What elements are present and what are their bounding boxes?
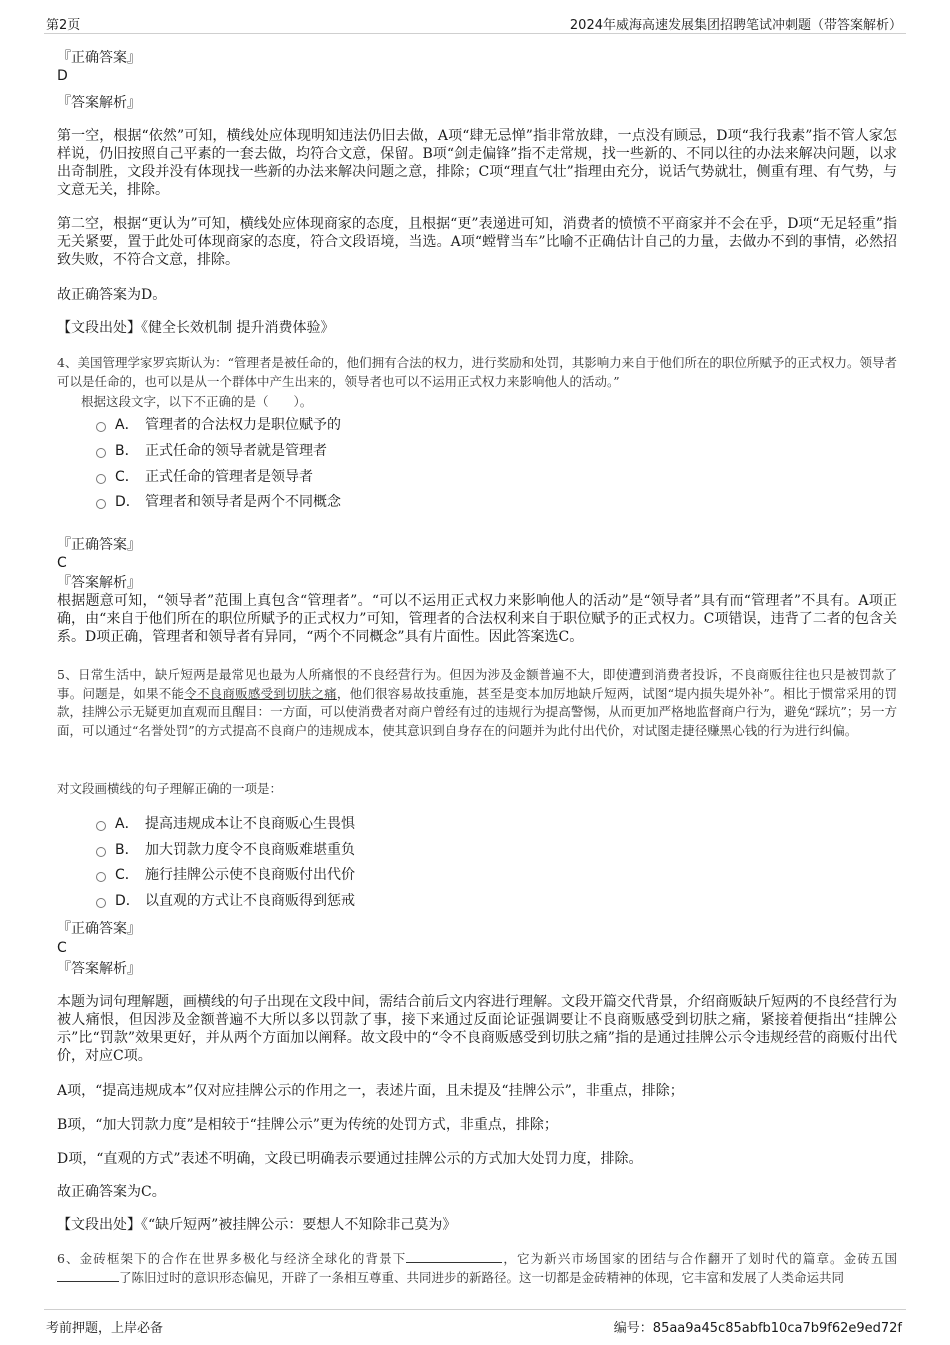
q5-analysis-a: A项，“提高违规成本”仅对应挂牌公示的作用之一，表述片面，且未提及“挂牌公示”，非重点，排除；	[57, 1083, 684, 1099]
q5-option-b[interactable]: B． 加大罚款力度令不良商贩难堪重负	[96, 841, 355, 859]
q5-conclusion: 故正确答案为C。	[57, 1184, 166, 1200]
q6-stem: 6、金砖框架下的合作在世界多极化与经济全球化的背景下 ，它为新兴市场国家的团结与合作翻开了划时代的篇章。金砖五国了陈旧过时的意识形态偏见，开辟了一条相互尊重、共同进步的新路径。这一切都是金砖精神的体现，它丰富和发展了人类命运共同	[57, 1251, 897, 1285]
q4-analysis-label: 『答案解析』	[57, 575, 141, 591]
q5-answer-label: 『正确答案』	[57, 921, 141, 937]
footer-slogan: 考前押题，上岸必备	[46, 1321, 164, 1336]
q6-blank-2	[57, 1269, 119, 1282]
radio-icon[interactable]	[96, 847, 106, 857]
header-divider	[44, 33, 906, 34]
page-header	[0, 0, 950, 34]
footer-divider	[44, 1309, 906, 1310]
page-footer	[0, 1305, 950, 1345]
page-number: 第2页	[46, 18, 81, 33]
q5-analysis-p1: 本题为词句理解题，画横线的句子出现在文段中间，需结合前后文内容进行理解。文段开篇交代背景，介绍商贩缺斤短两的不良经营行为被人痛恨，但因涉及金额普遍不大所以多以罚款了事，接下来通过反面论证强调要让不良商贩感受到切肤之痛，紧接着便指出“挂牌公示”比“罚款”效果更好，并从两个方面加以阐释。故文段中的“令不良商贩感受到切肤之痛”指的是通过挂牌公示令违规经营的商贩付出代价，对应C项。	[57, 994, 897, 1064]
q5-prompt: 对文段画横线的句子理解正确的一项是：	[57, 781, 283, 796]
q4-answer: C	[57, 555, 67, 571]
q3-source: 【文段出处】《健全长效机制 提升消费体验》	[57, 320, 335, 336]
q5-analysis-b: B项，“加大罚款力度”是相较于“挂牌公示”更为传统的处罚方式，非重点，排除；	[57, 1117, 558, 1133]
q5-option-c[interactable]: C． 施行挂牌公示使不良商贩付出代价	[96, 866, 355, 884]
q5-answer: C	[57, 940, 67, 956]
radio-icon[interactable]	[96, 448, 106, 458]
q5-stem: 5、日常生活中，缺斤短两是最常见也最为人所痛恨的不良经营行为。但因为涉及金额普遍不大，即使遭到消费者投诉，不良商贩往往也只是被罚款了事。问题是，如果不能令不良商贩感受到切肤之痛，他们很容易故技重施，甚至是变本加厉地缺斤短两，试图“堤内损失堤外补”。相比于惯常采用的罚款，挂牌公示无疑更加直观而且醒目：一方面，可以使消费者对商户曾经有过的违规行为提高警惕，从而更加严格地监督商户行为，避免“踩坑”；另一方面，可以通过“名誉处罚”的方式提高不良商户的违规成本，使其意识到自身存在的问题并为此付出代价，对试图走捷径赚黑心钱的行为进行纠偏。	[57, 667, 897, 738]
q3-analysis-label: 『答案解析』	[57, 95, 141, 111]
q5-underlined-sentence: 令不良商贩感受到切肤之痛	[184, 685, 337, 701]
q3-analysis-p1: 第一空，根据“依然”可知，横线处应体现明知违法仍旧去做，A项“肆无忌惮”指非常放肆，一点没有顾忌，D项“我行我素”指不管人家怎样说，仍旧按照自己平素的一套去做，均符合文意，保留。B项“剑走偏锋”指不走常规，找一些新的、不同以往的办法来解决问题，以求出奇制胜，文段并没有体现找一些新的办法来解决问题之意，排除；C项“理直气壮”指理由充分，说话气势就壮，侧重有理、有气势，与文意无关，排除。	[57, 128, 897, 198]
radio-icon[interactable]	[96, 872, 106, 882]
q4-option-c[interactable]: C． 正式任命的管理者是领导者	[96, 468, 313, 486]
q4-stem: 4、美国管理学家罗宾斯认为：“管理者是被任命的，他们拥有合法的权力，进行奖励和处罚，其影响力来自于他们所在的职位所赋予的正式权力。领导者可以是任命的，也可以是从一个群体中产生出来的，领导者也可以不运用正式权力来影响他人的活动。”	[57, 355, 897, 389]
radio-icon[interactable]	[96, 898, 106, 908]
radio-icon[interactable]	[96, 422, 106, 432]
q3-answer-label: 『正确答案』	[57, 50, 141, 66]
document-id: 编号：85aa9a45c85abfb10ca7b9f62e9ed72f	[613, 1321, 902, 1336]
q3-answer: D	[57, 68, 68, 84]
q4-option-d[interactable]: D． 管理者和领导者是两个不同概念	[96, 493, 341, 511]
radio-icon[interactable]	[96, 474, 106, 484]
q4-prompt: 根据这段文字，以下不正确的是（ ）。	[81, 394, 313, 409]
q4-option-b[interactable]: B． 正式任命的领导者就是管理者	[96, 442, 327, 460]
document-title: 2024年威海高速发展集团招聘笔试冲刺题（带答案解析）	[569, 18, 902, 33]
q5-source: 【文段出处】《“缺斤短两”被挂牌公示：要想人不知除非己莫为》	[57, 1217, 457, 1233]
q5-analysis-label: 『答案解析』	[57, 961, 141, 977]
q4-analysis: 根据题意可知，“领导者”范围上真包含“管理者”。“可以不运用正式权力来影响他人的活动”是“领导者”具有而“管理者”不具有。A项正确，由“来自于他们所在的职位所赋予的正式权力”可知，管理者的合法权利来自于职位赋予的正式权力。C项错误，违背了二者的包含关系。D项正确，管理者和领导者有异同，“两个不同概念”具有片面性。因此答案选C。	[57, 593, 897, 645]
q4-answer-label: 『正确答案』	[57, 537, 141, 553]
radio-icon[interactable]	[96, 821, 106, 831]
q3-conclusion: 故正确答案为D。	[57, 287, 167, 303]
q4-option-a[interactable]: A． 管理者的合法权力是职位赋予的	[96, 416, 341, 434]
q5-analysis-d: D项，“直观的方式”表述不明确，文段已明确表示要通过挂牌公示的方式加大处罚力度，排除。	[57, 1151, 643, 1167]
q5-option-a[interactable]: A． 提高违规成本让不良商贩心生畏惧	[96, 815, 355, 833]
q3-analysis-p2: 第二空，根据“更认为”可知，横线处应体现商家的态度，且根据“更”表递进可知，消费者的愤愤不平商家并不会在乎，D项“无足轻重”指无关紧要，置于此处可体现商家的态度，符合文段语境，当选。A项“螳臂当车”比喻不正确估计自己的力量，去做办不到的事情，必然招致失败，不符合文意，排除。	[57, 216, 897, 268]
q5-option-d[interactable]: D． 以直观的方式让不良商贩得到惩戒	[96, 892, 355, 910]
q6-blank-1	[406, 1250, 502, 1263]
radio-icon[interactable]	[96, 499, 106, 509]
